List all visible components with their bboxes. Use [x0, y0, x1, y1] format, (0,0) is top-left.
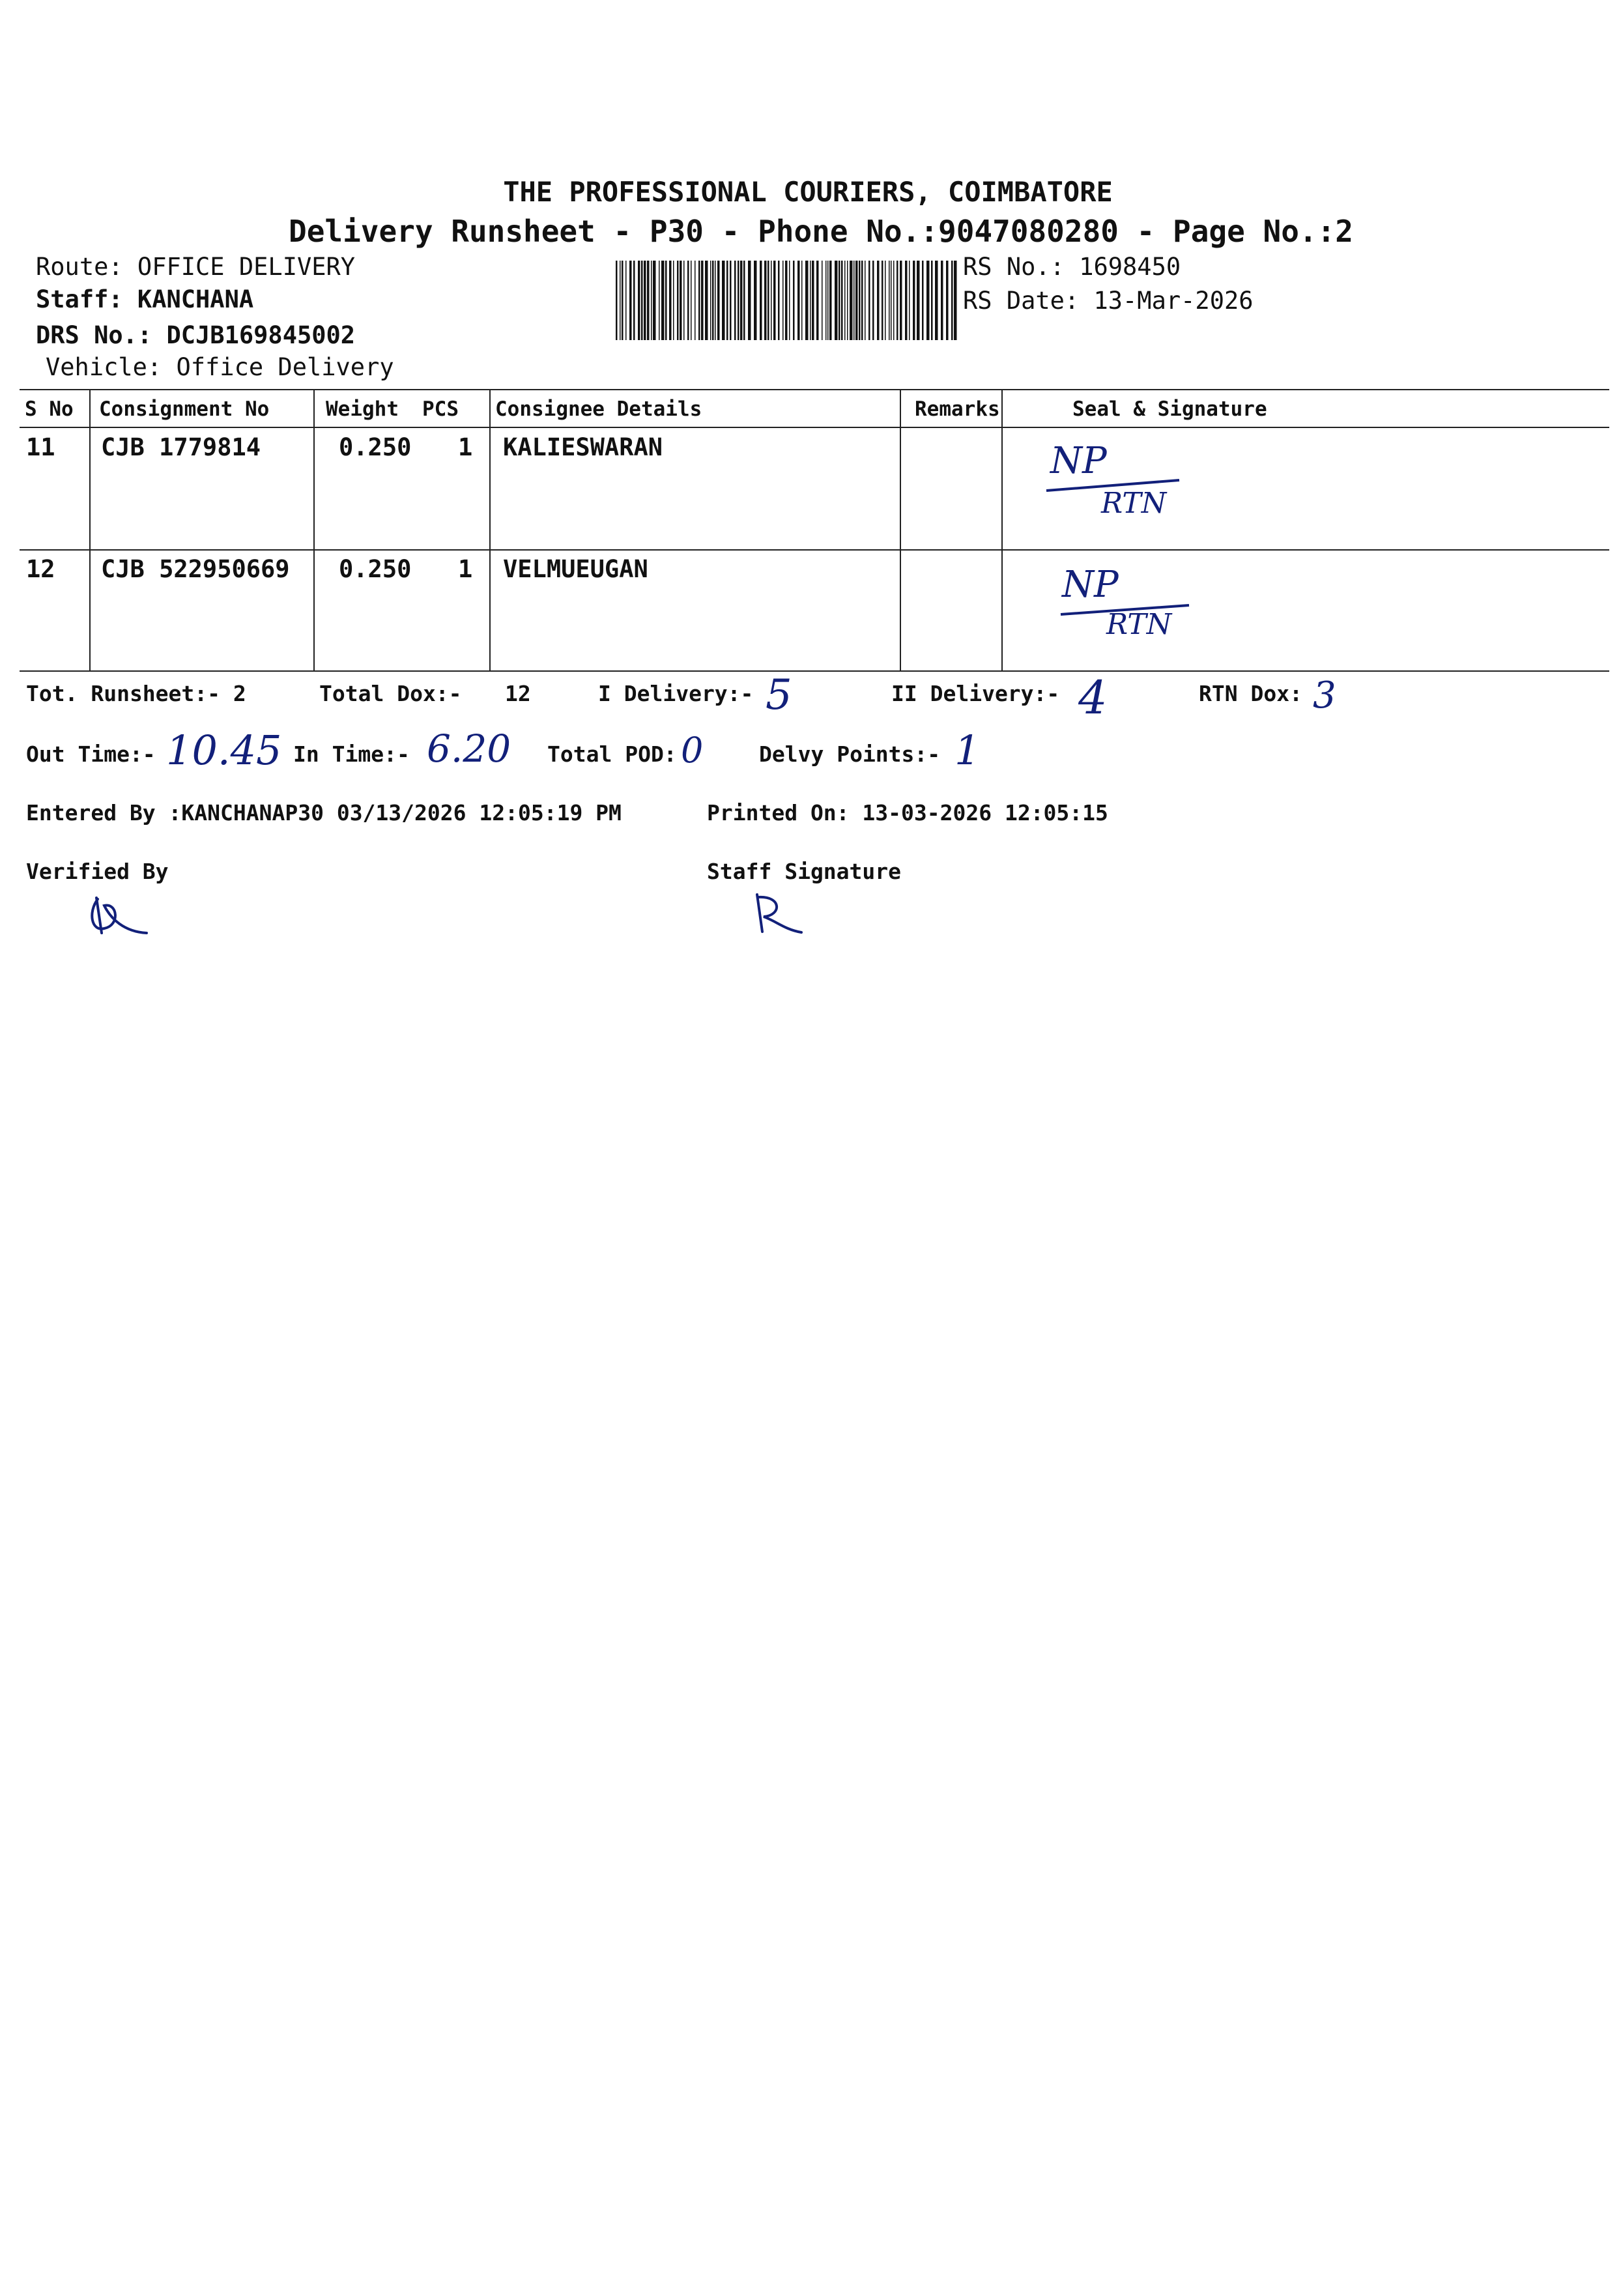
staff-signature-label: Staff Signature — [707, 859, 902, 884]
row2-sno: 12 — [26, 555, 55, 583]
barcode-bar — [651, 261, 652, 340]
barcode-bar — [760, 261, 762, 340]
col-header-weight: Weight — [326, 397, 399, 421]
delvy-points-value: 1 — [954, 726, 981, 774]
total-dox-label: Total Dox:- — [319, 681, 462, 706]
barcode-bar — [905, 261, 908, 340]
col-header-consignment: Consignment No — [99, 397, 270, 421]
barcode-bar — [722, 261, 725, 340]
barcode-bar — [764, 261, 767, 340]
barcode-bar — [935, 261, 938, 340]
barcode-bar — [620, 261, 621, 340]
ii-delivery-label: II Delivery:- — [891, 681, 1060, 706]
barcode-bar — [841, 261, 843, 340]
barcode-bar — [782, 261, 784, 340]
staff-signature — [743, 889, 814, 945]
barcode-bar — [726, 261, 728, 340]
barcode-bar — [861, 261, 863, 340]
barcode-bar — [893, 261, 895, 340]
barcode-bar — [922, 261, 924, 340]
barcode-bar — [785, 261, 788, 340]
barcode-bar — [822, 261, 823, 340]
drs-number: DRS No.: DCJB169845002 — [36, 321, 356, 349]
barcode-bar — [891, 261, 892, 340]
barcode-bar — [946, 261, 949, 340]
barcode-bar — [622, 261, 624, 340]
rs-number: RS No.: 1698450 — [963, 253, 1181, 281]
barcode-bar — [865, 261, 866, 340]
barcode-bar — [844, 261, 846, 340]
barcode-bar — [661, 261, 665, 340]
barcode-bar — [665, 261, 667, 340]
barcode-bar — [683, 261, 685, 340]
barcode-bar — [859, 261, 861, 340]
col-divider — [900, 389, 901, 672]
barcode-bar — [680, 261, 682, 340]
runsheet-subtitle: Delivery Runsheet - P30 - Phone No.:9047080280 - Page No.:2 — [289, 214, 1353, 249]
barcode-bar — [812, 261, 814, 340]
barcode-bar — [754, 261, 757, 340]
route-text: Route: OFFICE DELIVERY — [36, 253, 356, 281]
ii-delivery-value: 4 — [1078, 671, 1108, 725]
barcode-bar — [926, 261, 930, 340]
barcode-bar — [825, 261, 827, 340]
col-header-remarks: Remarks — [915, 397, 1000, 421]
i-delivery-value: 5 — [766, 671, 792, 719]
col-header-consignee: Consignee Details — [495, 397, 702, 421]
barcode-bar — [917, 261, 920, 340]
barcode-bar — [941, 261, 943, 340]
in-time-value: 6.20 — [427, 726, 511, 771]
tot-runsheet: Tot. Runsheet:- 2 — [26, 681, 246, 706]
row2-consignment: CJB 522950669 — [101, 555, 290, 583]
barcode-bar — [644, 261, 646, 340]
barcode-bar — [740, 261, 743, 340]
barcode-bar — [701, 261, 704, 340]
total-pod-label: Total POD: — [547, 741, 677, 767]
barcode-bar — [877, 261, 880, 340]
verified-by-signature — [85, 893, 156, 945]
barcode-bar — [616, 261, 618, 340]
delvy-points-label: Delvy Points:- — [759, 741, 941, 767]
row2-seal-top: NP — [1062, 564, 1119, 606]
row1-pcs: 1 — [458, 433, 473, 461]
barcode-bar — [801, 261, 803, 340]
col-divider — [89, 389, 91, 672]
barcode-bar — [868, 261, 870, 340]
barcode-bar — [889, 261, 890, 340]
barcode-bar — [691, 261, 692, 340]
col-divider — [489, 389, 491, 672]
barcode-bar — [629, 261, 632, 340]
barcode-bar — [677, 261, 679, 340]
rs-date: RS Date: 13-Mar-2026 — [963, 287, 1254, 315]
barcode-bar — [638, 261, 640, 340]
barcode-bar — [695, 261, 696, 340]
barcode-bar — [659, 261, 660, 340]
col-header-pcs: PCS — [422, 397, 459, 421]
rtn-dox-value: 3 — [1313, 674, 1336, 717]
entered-by: Entered By :KANCHANAP30 03/13/2026 12:05:19 PM — [26, 800, 622, 825]
barcode-bar — [885, 261, 886, 340]
barcode-bar — [900, 261, 902, 340]
col-divider — [313, 389, 315, 672]
barcode-bar — [710, 261, 711, 340]
barcode-bar — [767, 261, 769, 340]
barcode-bar — [712, 261, 714, 340]
printed-on: Printed On: 13-03-2026 12:05:15 — [707, 800, 1108, 825]
barcode-bar — [954, 261, 957, 340]
barcode-bar — [647, 261, 650, 340]
barcode-bar — [909, 261, 910, 340]
row2-seal-signature — [1055, 564, 1212, 655]
row2-consignee: VELMUEUGAN — [503, 555, 648, 583]
barcode-bar — [625, 261, 627, 340]
barcode-bar — [797, 261, 800, 340]
out-time-label: Out Time:- — [26, 741, 156, 767]
barcode-bar — [717, 261, 720, 340]
barcode-bar — [931, 261, 933, 340]
barcode-bar — [773, 261, 776, 340]
barcode — [616, 261, 958, 340]
barcode-bar — [748, 261, 751, 340]
row1-weight: 0.250 — [339, 433, 412, 461]
col-header-seal: Seal & Signature — [1072, 397, 1267, 421]
barcode-bar — [698, 261, 700, 340]
barcode-bar — [771, 261, 772, 340]
barcode-bar — [847, 261, 848, 340]
in-time-label: In Time:- — [293, 741, 410, 767]
out-time-value: 10.45 — [166, 726, 282, 774]
barcode-bar — [673, 261, 674, 340]
barcode-bar — [835, 261, 838, 340]
barcode-bar — [743, 261, 745, 340]
table-top-rule — [20, 389, 1609, 390]
total-pod-value: 0 — [681, 730, 704, 771]
barcode-bar — [669, 261, 672, 340]
table-row-rule — [20, 549, 1609, 551]
barcode-bar — [653, 261, 656, 340]
barcode-bar — [730, 261, 732, 340]
row1-consignee: KALIESWARAN — [503, 433, 663, 461]
barcode-bar — [816, 261, 819, 340]
total-dox-value: 12 — [505, 681, 531, 706]
rtn-dox-label: RTN Dox: — [1199, 681, 1302, 706]
row1-seal-signature — [1042, 440, 1199, 531]
row1-consignment: CJB 1779814 — [101, 433, 261, 461]
barcode-bar — [738, 261, 739, 340]
barcode-bar — [839, 261, 840, 340]
row2-seal-bottom: RTN — [1106, 608, 1172, 641]
company-title: THE PROFESSIONAL COURIERS, COIMBATORE — [503, 176, 1113, 208]
vehicle-text: Vehicle: Office Delivery — [46, 353, 394, 381]
barcode-bar — [734, 261, 736, 340]
barcode-bar — [789, 261, 790, 340]
verified-by-label: Verified By — [26, 859, 169, 884]
barcode-bar — [882, 261, 883, 340]
barcode-bar — [705, 261, 708, 340]
barcode-bar — [793, 261, 795, 340]
barcode-bar — [829, 261, 832, 340]
col-header-sno: S No — [25, 397, 74, 421]
row1-sno: 11 — [26, 433, 55, 461]
table-bottom-rule — [20, 670, 1609, 672]
barcode-bar — [778, 261, 780, 340]
barcode-bar — [850, 261, 853, 340]
barcode-bar — [827, 261, 829, 340]
barcode-bar — [687, 261, 689, 340]
row1-seal-top: NP — [1050, 440, 1107, 482]
barcode-bar — [855, 261, 858, 340]
barcode-bar — [872, 261, 874, 340]
barcode-bar — [854, 261, 855, 340]
col-divider — [1001, 389, 1003, 672]
barcode-bar — [913, 261, 915, 340]
row1-seal-bottom: RTN — [1101, 487, 1167, 520]
row2-weight: 0.250 — [339, 555, 412, 583]
barcode-bar — [641, 261, 643, 340]
barcode-bar — [810, 261, 811, 340]
barcode-bar — [951, 261, 953, 340]
barcode-bar — [805, 261, 809, 340]
barcode-bar — [897, 261, 898, 340]
barcode-bar — [633, 261, 635, 340]
table-header-rule — [20, 427, 1609, 428]
staff-text: Staff: KANCHANA — [36, 285, 254, 313]
barcode-bar — [715, 261, 716, 340]
i-delivery-label: I Delivery:- — [598, 681, 754, 706]
row2-pcs: 1 — [458, 555, 473, 583]
